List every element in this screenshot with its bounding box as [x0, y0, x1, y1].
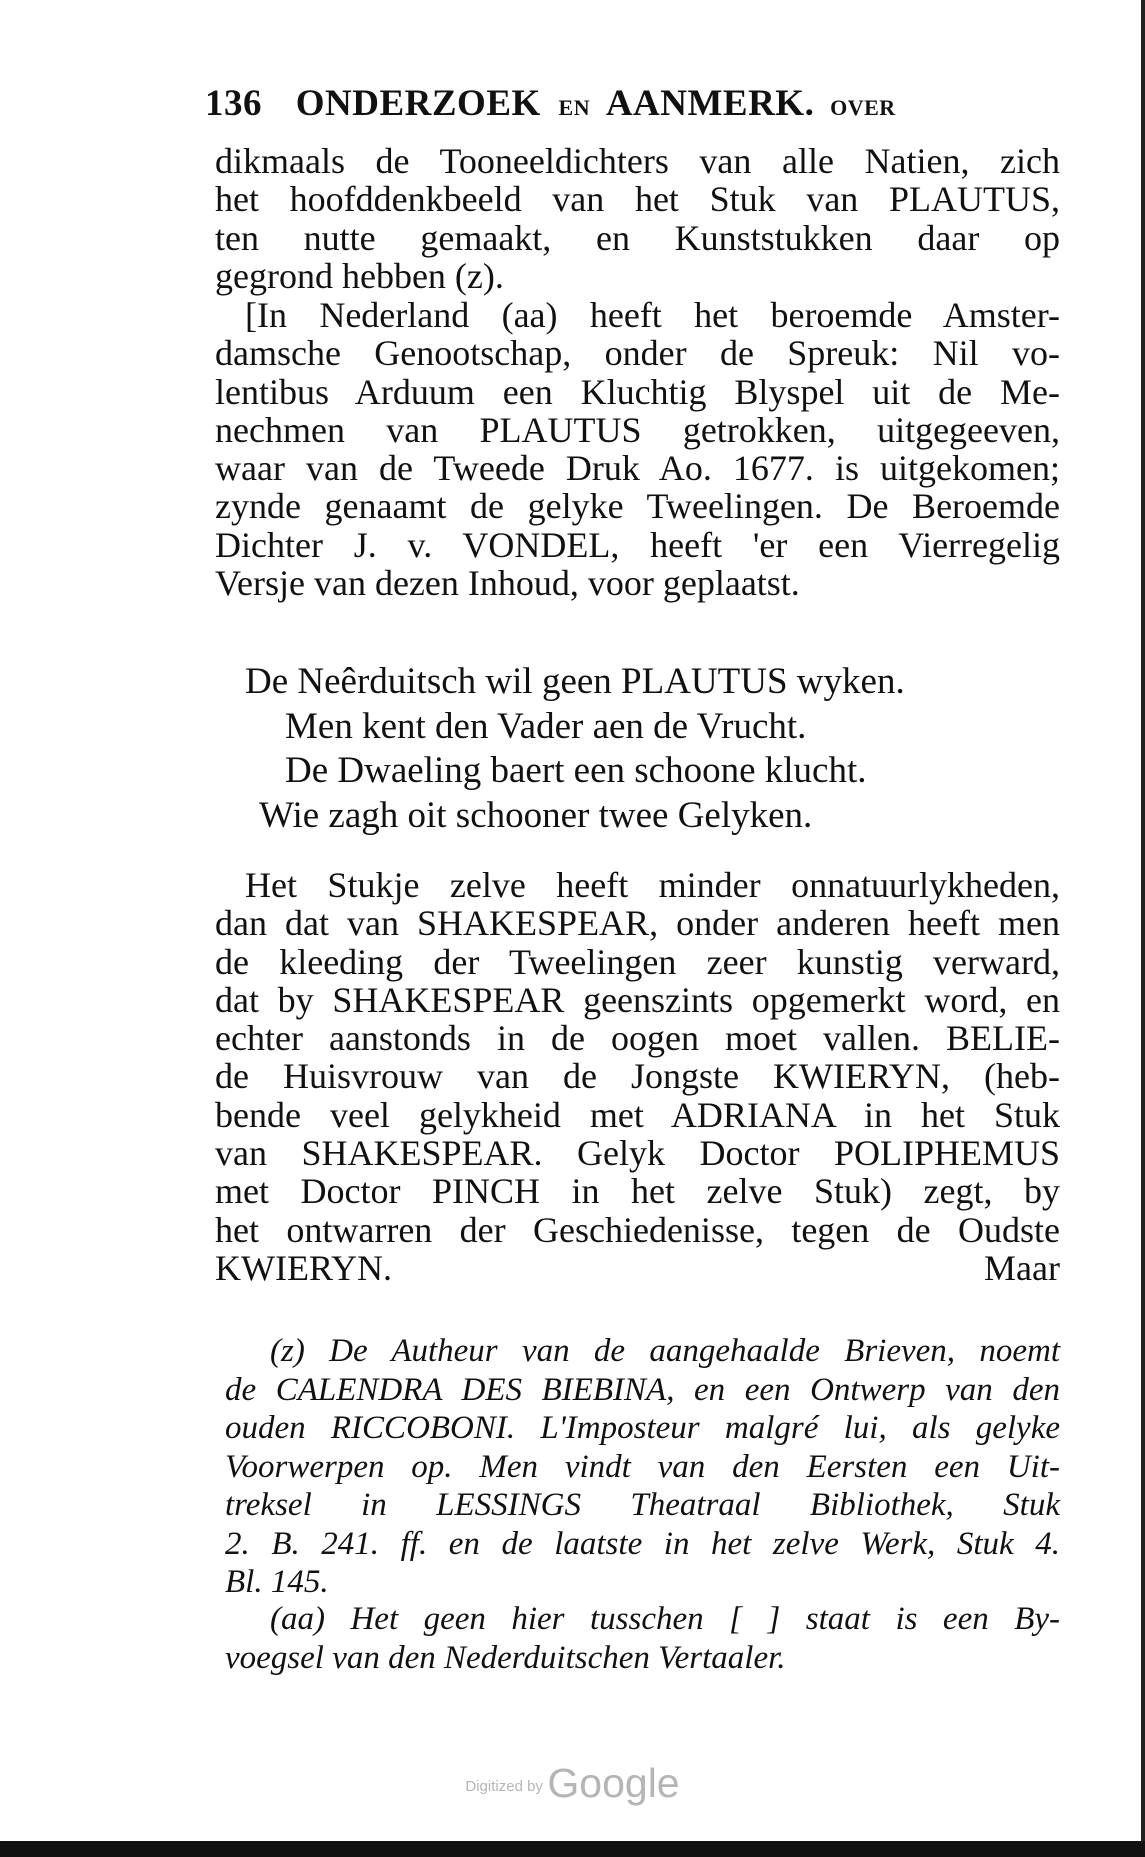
text-line: met Doctor PINCH in het zelve Stuk) zegt, by	[215, 1171, 1060, 1212]
paragraph-2	[215, 296, 1060, 602]
header-title-a: ONDERZOEK	[295, 83, 541, 124]
scan-edge-bottom	[0, 1841, 1145, 1857]
text-line: damsche Genootschap, onder de Spreuk: Nil vo-	[215, 333, 1060, 374]
text-line: dan dat van SHAKESPEAR, onder anderen heeft men	[215, 903, 1060, 944]
footnote-line: voegsel van den Nederduitschen Vertaaler.	[225, 1639, 786, 1676]
last-line-with-catchword	[215, 1249, 1060, 1287]
digitized-by-google-watermark	[0, 1760, 1145, 1807]
text-line: zynde genaamt de gelyke Tweelingen. De Beroemde	[215, 486, 1060, 527]
text-line: de kleeding der Tweelingen zeer kunstig verward,	[215, 941, 1060, 982]
footnote-line: de CALENDRA DES BIEBINA, en een Ontwerp van den	[225, 1371, 1060, 1408]
footnote-aa	[225, 1600, 1060, 1677]
paragraph-3	[215, 866, 1060, 1287]
watermark-prefix: Digitized by	[465, 1778, 543, 1795]
text-line: echter aanstonds in de oogen moet vallen. BELIE-	[215, 1018, 1060, 1059]
text-line: Versje van dezen Inhoud, voor geplaatst.	[215, 563, 800, 604]
running-header	[205, 82, 975, 125]
header-title-b: AANMERK.	[605, 83, 815, 124]
header-title-over: OVER	[830, 95, 896, 120]
text-line: [In Nederland (aa) heeft het beroemde Amster-	[245, 295, 1060, 335]
catchword: Maar	[984, 1247, 1060, 1288]
text-line: lentibus Arduum een Kluchtig Blyspel uit de Me-	[215, 371, 1060, 412]
header-title-en: EN	[558, 95, 591, 120]
text-line: Het Stukje zelve heeft minder onnatuurlykheden,	[245, 865, 1060, 905]
footnote-line: (aa) Het geen hier tusschen [ ] staat is een By-	[270, 1601, 1060, 1637]
google-logo: Google	[547, 1760, 680, 1806]
text-line: dikmaals de Tooneeldichters van alle Natien, zich	[215, 141, 1060, 181]
footnote-line: treksel in LESSINGS Theatraal Bibliothek, Stuk	[225, 1487, 1060, 1523]
footnote-line: Bl. 145.	[225, 1564, 329, 1600]
text-line: de Huisvrouw van de Jongste KWIERYN, (heb-	[215, 1056, 1060, 1097]
footnote-line: 2. B. 241. ff. en de laatste in het zelve Werk, Stuk 4.	[225, 1525, 1060, 1562]
poem-line: De Dwaeling baert een schoone klucht.	[285, 750, 867, 791]
text-line: ten nutte gemaakt, en Kunststukken daar op	[215, 217, 1060, 258]
poem-line: De Neêrduitsch wil geen PLAUTUS wyken.	[245, 661, 905, 702]
last-line-text: KWIERYN.	[215, 1247, 392, 1288]
text-line: nechmen van PLAUTUS getrokken, uitgegeeven,	[215, 409, 1060, 450]
footnote-line: (z) De Autheur van de aangehaalde Brieven, noemt	[270, 1333, 1060, 1369]
text-line: van SHAKESPEAR. Gelyk Doctor POLIPHEMUS	[215, 1133, 1060, 1174]
footnote-line: Voorwerpen op. Men vindt van den Eersten een Uit-	[225, 1448, 1060, 1485]
text-line: dat by SHAKESPEAR geenszints opgemerkt word, en	[215, 979, 1060, 1020]
scan-edge-right	[1141, 0, 1145, 1857]
text-line: gegrond hebben (z).	[215, 255, 504, 296]
text-line: het ontwarren der Geschiedenisse, tegen de Oudste	[215, 1209, 1060, 1250]
footnote-line: ouden RICCOBONI. L'Imposteur malgré lui, als gelyke	[225, 1410, 1060, 1446]
vondel-poem	[245, 660, 1025, 838]
text-line: Dichter J. v. VONDEL, heeft 'er een Vierregelig	[215, 524, 1060, 565]
footnote-z	[225, 1332, 1060, 1602]
poem-line: Wie zagh oit schooner twee Gelyken.	[259, 794, 813, 836]
page-number: 136	[205, 83, 262, 124]
text-line: het hoofddenkbeeld van het Stuk van PLAUTUS,	[215, 179, 1060, 220]
text-line: waar van de Tweede Druk Ao. 1677. is uitgekomen;	[215, 448, 1060, 489]
paragraph-1	[215, 142, 1060, 295]
poem-line: Men kent den Vader aen de Vrucht.	[285, 705, 807, 747]
text-line: bende veel gelykheid met ADRIANA in het Stuk	[215, 1094, 1060, 1135]
